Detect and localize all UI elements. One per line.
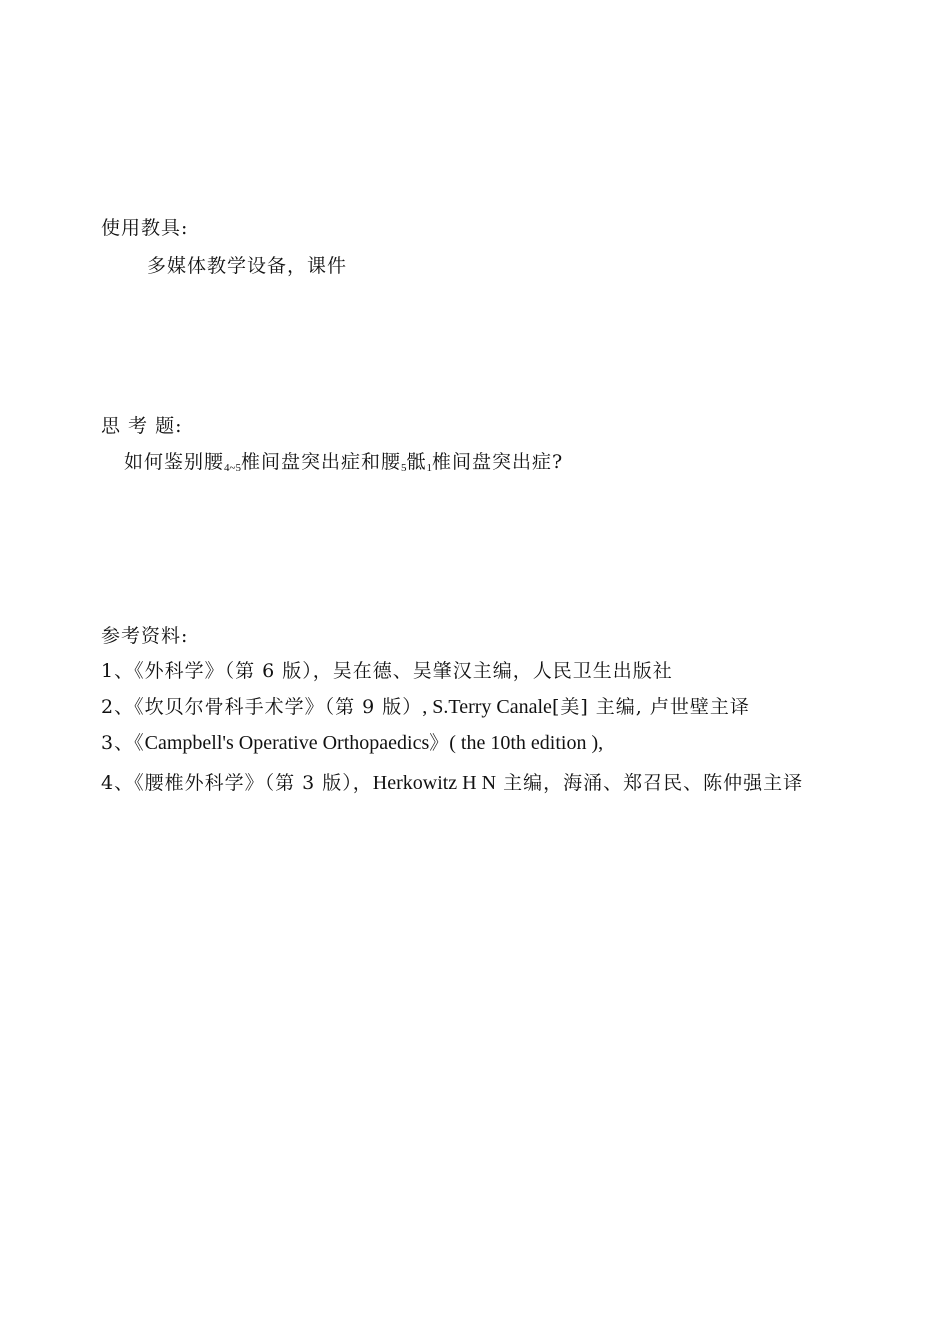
reference-author-latin: , S.Terry Canale [422,696,552,718]
reference-rest: [美] 主编, 卢世壁主译 [551,696,750,718]
reference-edition: ( the 10th edition ), [449,732,604,754]
tools-heading: 使用教具: [101,217,189,239]
reference-num: 4、 [101,772,135,794]
reference-item-3 [101,731,603,755]
question-prefix: 如何鉴别腰 [124,451,225,473]
references-heading: 参考资料: [101,625,189,647]
reference-title-open: 《 [134,732,145,754]
reference-num: 2、 [101,696,135,718]
reference-title: 《腰椎外科学》（第 3 版）， [134,772,373,794]
question-suffix: 椎间盘突出症? [432,451,564,473]
reference-title-latin: Campbell's Operative Orthopaedics [144,732,430,754]
reference-rest: 吴在德、吴肇汉主编，人民卫生出版社 [332,660,673,682]
question-mid-2: 骶 [406,451,427,473]
question-text [124,450,563,480]
question-heading: 思 考 题: [101,415,183,437]
question-mid: 椎间盘突出症和腰 [240,451,401,473]
question-sub-2: 5 [400,462,407,474]
reference-title: 《坎贝尔骨科手术学》（第 9 版） [134,696,423,718]
reference-item-1 [101,659,673,683]
reference-title: 《外科学》（第 6 版）， [134,660,333,682]
reference-num: 1、 [101,660,135,682]
tools-content: 多媒体教学设备，课件 [147,255,348,277]
reference-title-close: 》 [429,732,450,754]
question-sub-3: 1 [426,462,432,474]
reference-num: 3、 [101,732,135,754]
reference-author-latin: Herkowitz H N [372,772,497,794]
reference-rest: 主编，海涌、郑召民、陈仲强主译 [503,772,804,794]
reference-item-4 [101,766,861,800]
reference-item-2 [101,695,750,719]
question-sub-1: 4~5 [224,462,241,474]
